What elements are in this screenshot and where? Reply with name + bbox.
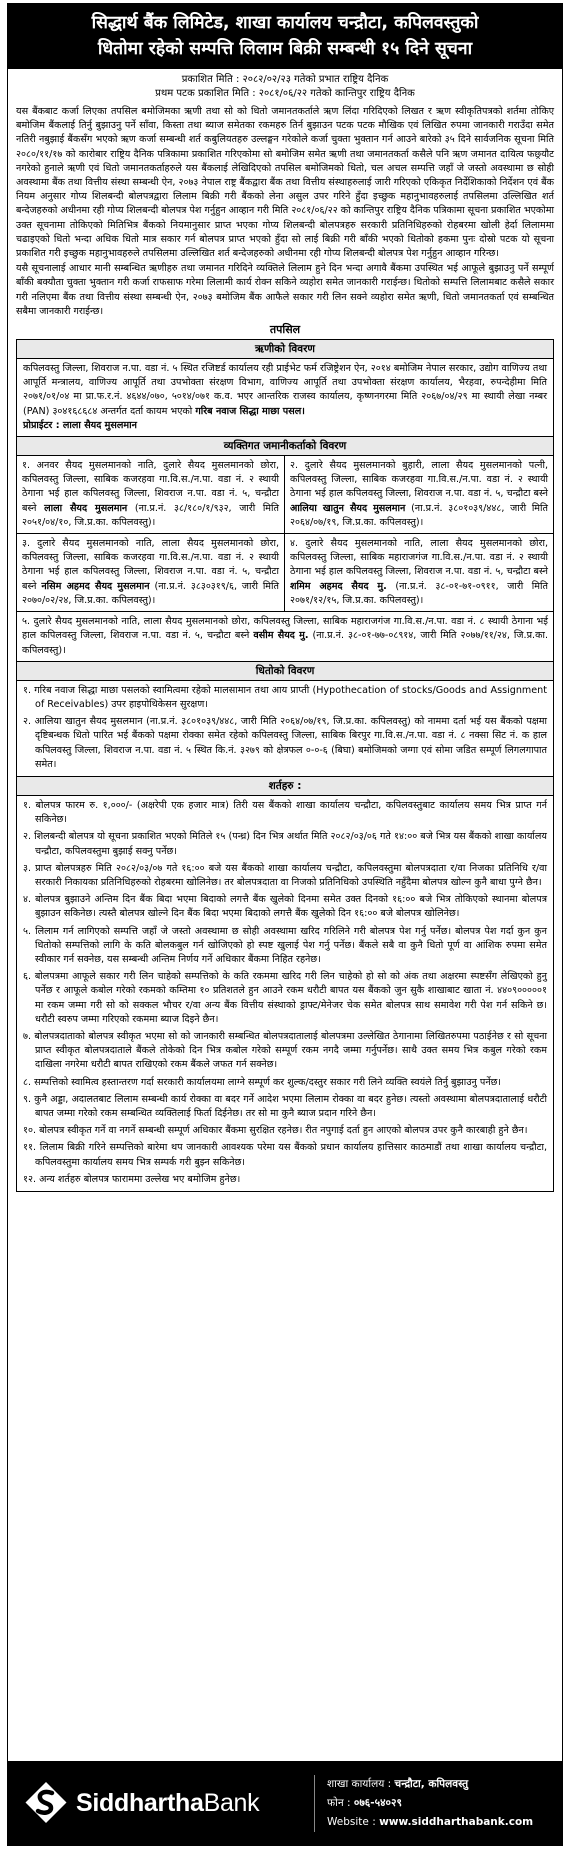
intro-paragraph-2: यसै सूचनालाई आधार मानी सम्बन्धित ऋणीहरु तथा जमानत गरिदिने व्यक्तिले लिलाम हुने दिन भन्दा अगावै बैंकमा उपस्थित भई आफूले बुझाउनु पर्ने सम्पूर्ण बाँकी बक्यौता चुक्ता भुक्तान गरी कर्जा राफसाफ गरेमा लिलामी कार्य रोक्न सकिने व्यहोरा समेत जानकारी गराईन्छ। धितोको सम्पत्ति लिलामबाट कसैले सकार गरी नलिएमा बैंक तथा वित्तीय संस्था सम्बन्धी ऐन, २०७३ बमोजिम बैंक आफैले सकार गरी लिन सक्ने व्यहोरा समेत ऋणी, धितो जमानतकर्ता एवं सम्बन्धित सबैमा जानकारी गराईन्छ।: [16, 263, 554, 317]
guarantor-grid: [17, 456, 553, 612]
bank-footer: [8, 1761, 562, 1845]
header-line-2: धितोमा रहेको सम्पत्ति लिलाम बिक्री सम्बन्धी १५ दिने सूचना: [97, 39, 473, 59]
collateral-list: [17, 681, 553, 777]
condition-item: ५. लिलाम गर्न लागिएको सम्पत्ति जहाँ जे जस्तो अवस्थामा छ सोही अवस्थामा खरिद गरिलिने गरी बोलपत्र पेश गर्नु पर्नेछ। बोलपत्र पेश गर्दा कुन कुन धितोको सम्पत्तिको लागि के कति बोलकबुल गर्न खोजिएको हो स्पष्ट खुलाई पेश गर्नु पर्नेछ। बैंकले सबै वा कुनै धितो पूर्ण वा आंशिक रुपमा समेत स्वीकार गर्न सक्नेछ, यस सम्बन्धी अन्तिम निर्णय गर्ने अधिकार बैंकमा निहित रहनेछ।: [23, 925, 547, 965]
guarantor-text: २. दुलारे सैयद मुसलमानको बुहारी, लाला सैयद मुसलमानको पत्नी, कपिलवस्तु जिल्ला, साबिक कजरहवा गा.वि.स./न.पा. वडा नं. २ स्थायी ठेगाना भई हाल कपिलवस्तु जिल्ला, शिवराज न.पा. वडा नं. ५, चन्द्रौटा बस्ने: [290, 460, 548, 500]
borrower-firm-name: गरिब नवाज सिद्धा माछा पसल।: [195, 405, 305, 417]
guarantor-item: [285, 456, 553, 534]
guarantor-text: ५. दुलारे सैयद मुसलमानको नाति, लाला सैयद मुसलमानको छोरा, कपिलवस्तु जिल्ला, साबिक महाराजगंज गा.वि.स./न.पा. वडा नं. ८ स्थायी ठेगाना भई हाल कपिलवस्तु जिल्ला, शिवराज न.पा. वडा नं. ५, चन्द्रौटा बस्ने: [22, 616, 548, 642]
bank-logo: [8, 1781, 314, 1825]
branch-row: [327, 1775, 533, 1794]
condition-item: १. बोलपत्र फारम रु. १,०००/- (अक्षरेपी एक हजार मात्र) तिरी यस बैंकको शाखा कार्यालय चन्द्रौटा, कपिलवस्तुबाट कार्यालय समय भित्र प्राप्त गर्न सकिनेछ।: [23, 799, 547, 826]
guarantor-id: (ना.प्र.नं. ३८३०३१९/६, जारी मिति २०७०/०२/२४, जि.प्र.का. कपिलवस्तु)।: [22, 580, 279, 606]
condition-item: १२. अन्य शर्तहरु बोलपत्र फाराममा उल्लेख भए बमोजिम हुनेछ।: [23, 1173, 241, 1185]
guarantor-id: (ना.प्र.नं. ३८-०१-७१-०९११, जारी मिति २०७१/१२/१५, जि.प्र.का. कपिलवस्तु)।: [290, 580, 548, 606]
condition-item: ४. बोलपत्र बुझाउने अन्तिम दिन बैंक बिदा भएमा बिदाको लगत्तै बैंक खुलेको दिनमा समेत उक्त दिनको १६:०० बजे भित्र तोकिएको स्थानमा बोलपत्र बुझाउन सकिनेछ। त्यस्तै बोलपत्र खोल्ने दिन बैंक बिदा भएमा बिदाको लगत्तै बैंक खुलेको दिन १६:०० बजे बोलपत्र खोलिनेछ।: [23, 894, 547, 920]
collateral-section-title: धितोको विवरण: [17, 662, 553, 681]
bank-name-bold: Siddhartha: [76, 1788, 204, 1817]
condition-item: ९. कुनै अड्डा, अदालतबाट लिलाम सम्बन्धी कार्य रोक्का वा बदर गर्ने आदेश भएमा लिलाम रोक्का वा बदर हुनेछ। त्यस्तो अवस्थामा बोलपत्रदातालाई धरौटी बापत जम्मा गरेको रकम सम्बन्धित व्यक्तिलाई फिर्ता दिईनेछ। तर सो मा कुनै ब्याज प्रदान गरिने छैन।: [23, 1093, 547, 1119]
borrower-text: कपिलवस्तु जिल्ला, शिवराज न.पा. वडा नं. ५ स्थित रजिष्टर्ड कार्यालय रही प्राईभेट फर्म रजिष्ट्रेशन ऐन, २०१४ बमोजिम नेपाल सरकार, उद्योग वाणिज्य तथा आपूर्ति मन्त्रालय, वाणिज्य आपूर्ति तथा उपभोक्ता संरक्षण विभाग, वाणिज्य आपूर्ति तथा उपभोक्ता संरक्षण कार्यालय, भैरहवा, रुपन्देहीमा मिति २०७१/०१/०४ मा प्रा.फ.र.नं. ४६४४/०७०, ५०१४/०७१ क.व. भएर आन्तरिक राजस्व कार्यालय, कृष्णनगरमा मिति २०६७/०४/२९ मा स्थायी लेखा नम्बर (PAN) ३०४१६८६८४ अन्तर्गत दर्ता कायम भएको: [23, 363, 547, 417]
conditions-section-title: शर्तहरु :: [17, 777, 553, 796]
guarantor-name: शमिम अहमद सैयद मु.: [290, 580, 387, 592]
guarantor-text: १. अनवर सैयद मुसलमानको नाति, दुलारे सैयद मुसलमानको छोरा, कपिलवस्तु जिल्ला, साबिक कजरहवा गा.वि.स./न.पा. वडा नं. २ स्थायी ठेगाना भई हाल कपिलवस्तु जिल्ला, शिवराज न.पा. वडा नं. ५, चन्द्रौटा बस्ने: [22, 460, 279, 514]
guarantor-item: [285, 534, 553, 612]
header-line-1: सिद्धार्थ बैंक लिमिटेड, शाखा कार्यालय चन्द्रौटा, कपिलवस्तुको: [91, 13, 479, 33]
borrower-section-title: ऋणीको विवरण: [17, 340, 553, 359]
borrower-details: [17, 359, 553, 437]
guarantor-name: वसीम सैयद मु.: [253, 630, 309, 642]
contact-info: [314, 1775, 533, 1832]
condition-item: ७. बोलपत्रदाताको बोलपत्र स्वीकृत भएमा सो को जानकारी सम्बन्धित बोलपत्रदातालाई बोलपत्रमा उल्लेखित ठेगानामा लिखितरुपमा पठाईनेछ र सो सूचना प्राप्त स्वीकृत बोलपत्रदाताले बैंकले तोकेको दिन भित्र कबोल गरेको सम्पूर्ण रकम नगदै जम्मा गर्नुपर्नेछ। साथै उक्त समय भित्र कबुल गरेको रकम दाखिला नगरेमा धरौटी बापत राखिएको रकम बैंकले जफत गर्न सक्नेछ।: [23, 1030, 547, 1071]
guarantor-item-5: [17, 612, 553, 662]
website-row: [327, 1813, 533, 1832]
collateral-item: १. गरिब नवाज सिद्धा माछा पसलको स्वामित्वमा रहेको मालसामान तथा आय प्राप्ती (Hypothecation of stocks/Goods and Assignment of Receivables) उपर हाइपोथिकेसन सुरक्षण।: [23, 684, 547, 710]
publication-date: प्रकाशित मिति : २०८२/०२/२३ गतेको प्रभात राष्ट्रिय दैनिक: [181, 74, 389, 85]
siddhartha-bank-logo-icon: [24, 1781, 68, 1825]
borrower-proprietor: प्रोप्राईटर : लाला सैयद मुसलमान: [23, 419, 137, 431]
notice-header: [8, 4, 562, 69]
phone-label: फोन :: [327, 1796, 351, 1809]
website-label: Website :: [327, 1815, 376, 1828]
guarantor-id: (ना.प्र.नं. ३८०१०३९/४४८, जारी मिति २०६४/०७/१९, जि.प्र.का. कपिलवस्तु)।: [290, 502, 548, 528]
guarantor-item: [17, 534, 285, 612]
guarantor-text: ३. दुलारे सैयद मुसलमानको नाति, लाला सैयद मुसलमानको छोरा, कपिलवस्तु जिल्ला, साबिक कजरहवा गा.वि.स./न.पा. वडा नं. २ स्थायी ठेगाना भई हाल कपिलवस्तु जिल्ला, शिवराज न.पा. वडा नं. ५, चन्द्रौटा बस्ने: [22, 538, 279, 592]
publication-info: [8, 73, 562, 101]
condition-item: १०. बोलपत्र स्वीकृत गर्ने वा नगर्ने सम्बन्धी सम्पूर्ण अधिकार बैंकमा सुरक्षित रहनेछ। रीत नपुगाई दर्ता हुन आएको बोलपत्र उपर कुनै कारबाही हुने छैन।: [23, 1125, 528, 1137]
details-table: [16, 339, 554, 1192]
guarantor-text: ४. दुलारे सैयद मुसलमानको नाति, लाला सैयद मुसलमानको छोरा, कपिलवस्तु जिल्ला, साबिक महाराजगंज गा.वि.स./न.पा. वडा नं. २ स्थायी ठेगाना भई हाल कपिलवस्तु जिल्ला, शिवराज न.पा. वडा नं. ५, चन्द्रौटा बस्ने: [290, 538, 548, 578]
condition-item: ११. लिलाम बिक्री गरिने सम्पत्तिको बारेमा थप जानकारी आवश्यक परेमा यस बैंकको प्रधान कार्यालय हात्तिसार काठमाडौं तथा शाखा कार्यालय चन्द्रौटा, कपिलवस्तुमा कार्यालय समय भित्र सम्पर्क गरी बुझ्न सकिनेछ।: [23, 1142, 547, 1168]
guarantor-name: नसिम अहमद सैयद मुसलमान: [41, 580, 150, 592]
branch-label: शाखा कार्यालय :: [327, 1777, 392, 1790]
bank-name: [76, 1789, 259, 1818]
notice-page: [7, 3, 563, 1846]
bank-name-light: Bank: [203, 1788, 260, 1817]
condition-item: ६. बोलपत्रमा आफूले सकार गरी लिन चाहेको सम्पत्तिको के कति रकममा खरिद गरी लिन चाहेको हो सो को अंक तथा अक्षरमा स्पष्टसँग लेखिएको हुनु पर्नेछ र आफूले कबोल गरेको रकमको कम्तिमा १० प्रतिशतले हुन आउने रकम धरौटी बापत यस बैंकको जुन सुकै शाखाबाट खाता नं. ४४०९०००००१ मा रकम जम्मा गरी सो को सक्कल भौचर र/वा अन्य बैंक वित्तीय संस्थाको ड्राफ्ट/मेनेजर चेक समेत बोलपत्र साथ समावेश गरी पेश गर्न सकिने छ। धरौटी स्वरुप जम्मा गरिएको रकममा ब्याज दिइने छैन।: [23, 971, 547, 1025]
phone-row: [327, 1794, 533, 1813]
guarantor-id: (ना.प्र.नं. ३८-०१-७७-०८९१४, जारी मिति २०७७/११/२४, जि.प्र.का. कपिलवस्तु)।: [22, 630, 549, 656]
guarantor-section-title: व्यक्तिगत जमानीकर्ताको विवरण: [17, 437, 553, 456]
website-link[interactable]: www.siddharthabank.com: [379, 1815, 534, 1828]
condition-item: ८. सम्पत्तिको स्वामित्व हस्तान्तरण गर्दा सरकारी कार्यालयमा लाग्ने सम्पूर्ण कर शुल्क/दस्तुर सकार गरी लिने व्यक्ति स्वयंले तिर्नु बुझाउनु पर्नेछ।: [23, 1076, 502, 1088]
phone-value: ०७६-५४०२९: [353, 1796, 402, 1809]
guarantor-name: लाला सैयद मुसलमान: [44, 502, 128, 514]
guarantor-name: आलिया खातुन सैयद मुसलमान: [290, 502, 406, 514]
condition-item: ३. प्राप्त बोलपत्रहरु मिति २०८२/०३/०७ गते १६:०० बजे यस बैंकको शाखा कार्यालय चन्द्रौटा, कपिलवस्तुमा बोलपत्रदाता र/वा निजका प्रतिनिधि र/वा सरकारी निकायका प्रतिनिधिहरुको रोहबरमा खोलिनेछ। तर बोलपत्रदाता वा निजको प्रतिनिधिको उपस्थिति नहुँदैमा बोलपत्र खोल्न कुनै बाधा पुग्ने छैन।: [23, 862, 547, 888]
collateral-item: २. आलिया खातुन सैयद मुसलमान (ना.प्र.नं. ३८०१०३९/४४८, जारी मिति २०६४/०७/१९, जि.प्र.का. कपिलवस्तु) को नाममा दर्ता भई यस बैंकको पक्षमा दृष्टिबन्धक धितो पारित भई बैंकको पक्षमा रोक्का समेत रहेको कपिलवस्तु जिल्ला, साबिक बिरपुर गा.वि.स./न.पा. वडा नं. ८ नक्सा सिट नं. क हाल कपिलवस्तु जिल्ला, शिवराज न.पा. वडा नं. ५ स्थित कि.नं. ३२७९ को क्षेत्रफल ०-०-६ (बिघा) बमोजिमको जग्गा एवं सोमा जडित सम्पूर्ण लिगलगापात समेत।: [23, 716, 547, 770]
intro-paragraph-1: यस बैंकबाट कर्जा लिएका तपसिल बमोजिमका ऋणी तथा सो को धितो जमानतकर्ताले ऋण लिंदा गरिदिएको लिखत र ऋण स्वीकृतिपत्रको शर्तमा तोकिए बमोजिम बैंकलाई तिर्नु बुझाउनु पर्ने साँवा, किस्ता तथा ब्याज समेतका रकमहरु तिर्न बुझाउन पटक पटक मौखिक एवं लिखित रुपमा जानकारी गराउँदा समेत नतिरी नबुझाई बैंकसँग भएको ऋण कर्जा सम्बन्धी शर्त कबुलियतहरु उल्लङ्घन गरेकोले कर्जा चुक्ता भुक्तान गर्न आउने बारेको ३५ दिने सार्वजनिक सूचना मिति २०८०/११/१७ को कारोबार राष्ट्रिय दैनिक पत्रिकामा प्रकाशित गरिएकोमा सो बमोजिम समेत ऋणी तथा जमानतकर्ता कसैले पनि ऋण जमानत दायित्व फछ्र्यौट नगरेको हुनाले ऋणी एवं धितो जमानतकर्ताहरुले यस बैंकलाई लेखिदिएको तपसिल बमोजिमको धितो, चल अचल सम्पत्ति जहाँ जे जस्तो अवस्थामा छ सोही अवस्थामा बैंक तथा वित्तीय संस्था सम्बन्धी ऐन, २०७३ नेपाल राष्ट्र बैंकद्वारा बैंक तथा वित्तीय संस्थाहरुलाई जारी गरिएको एकिकृत निर्देशिकाको निर्देशन एवं बैंक नियम अनुसार गोप्य शिलबन्दी बोलपत्रद्वारा लिलाम बिक्री गरी बैंकको लेना असुल उपर गरिने हुँदा इच्छुक महानुभावहरुलाई तपसिलमा उल्लिखित शर्त बन्देजहरुको अधीनमा रही गोप्य शिलबन्दी बोलपत्र पेश गर्नुहुन आव्हान गरी मिति २०८१/०६/२२ को कान्तिपुर राष्ट्रिय दैनिक पत्रिकामा सूचना प्रकाशित भएकोमा उक्त सूचनामा तोकिएको मितिभित्र बैंकको नियमानुसार प्राप्त भएका गोप्य शिलबन्दी बोलपत्रहरु सरकारी प्रतिनिधिहरुको रोहबरमा खोली हेर्दा लिलाममा चढाइएको धितो भन्दा अधिक धितो मात्र सकार गर्न बोलपत्र प्राप्त भएको हुँदा सो लाई बिक्री गरी बाँकी भएको धितोको हकमा पुनः दोस्रो पटक यो सूचना प्रकाशित गरी इच्छुक महानुभावहरुले तपसिलमा उल्लिखित शर्त बन्देजहरुको अधीनमा रही गोप्य शिलबन्दी बोलपत्र पेश गर्नुहुन आव्हान गरिन्छ।: [16, 106, 555, 260]
guarantor-id: (ना.प्र.नं. ३८/१८०/१/९३२, जारी मिति २०५१/०४/१०, जि.प्र.का. कपिलवस्तु)।: [22, 502, 279, 528]
tapasil-heading: तपसिल: [269, 323, 301, 337]
guarantor-item: [17, 456, 285, 534]
first-publication-date: प्रथम पटक प्रकाशित मिति : २०८१/०६/२२ गतेको कान्तिपुर राष्ट्रिय दैनिक: [155, 88, 415, 99]
condition-item: २. शिलबन्दी बोलपत्र यो सूचना प्रकाशित भएको मितिले १५ (पन्ध्र) दिन भित्र अर्थात मिति २०८२/०३/०६ गते १४:०० बजे भित्र यस बैंकको शाखा कार्यालय चन्द्रौटा, कपिलवस्तुमा बुझाई सक्नु पर्नेछ।: [23, 831, 547, 857]
intro-text: [8, 101, 562, 319]
conditions-list: [17, 796, 553, 1191]
branch-value: चन्द्रौटा, कपिलवस्तु: [394, 1777, 469, 1790]
